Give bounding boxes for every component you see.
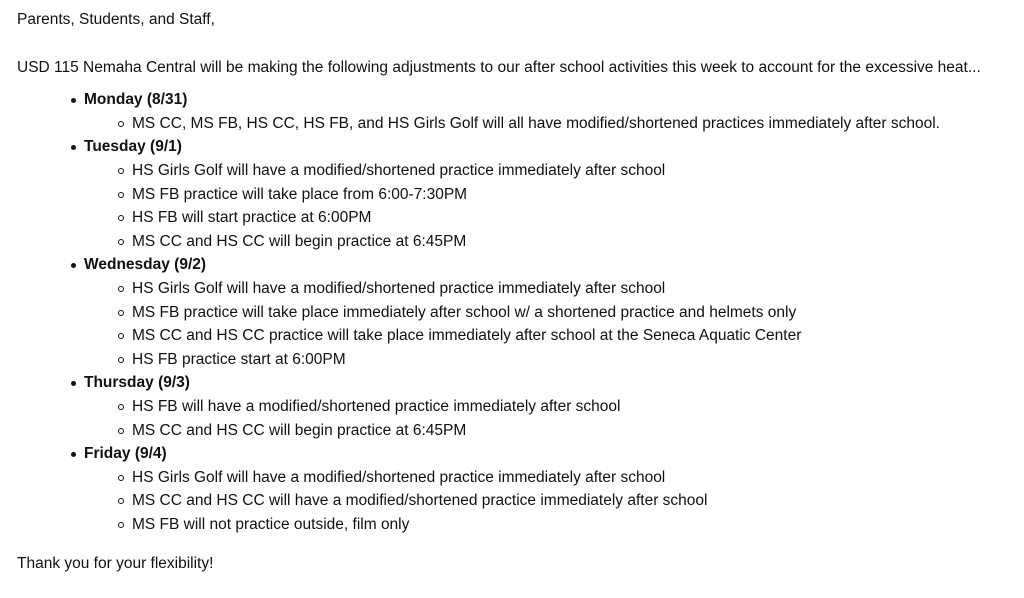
day-entry [17, 88, 1024, 135]
day-title-label: Tuesday (9/1) [84, 138, 182, 156]
schedule-item [17, 183, 1024, 207]
bullet-circle-icon [118, 239, 124, 245]
day-title-label: Thursday (9/3) [84, 374, 190, 392]
day-items-list [17, 466, 1024, 537]
bullet-dot-icon [71, 381, 76, 386]
schedule-list [17, 88, 1024, 536]
day-items-list [17, 159, 1024, 253]
day-items-list [17, 112, 1024, 136]
day-entry [17, 253, 1024, 371]
schedule-item [17, 489, 1024, 513]
day-items-list [17, 395, 1024, 442]
schedule-item [17, 348, 1024, 372]
bullet-dot-icon [71, 145, 76, 150]
schedule-item [17, 277, 1024, 301]
schedule-item-text: HS FB practice start at 6:00PM [132, 350, 346, 368]
bullet-dot-icon [71, 98, 76, 103]
bullet-circle-icon [118, 475, 124, 481]
day-title [17, 442, 1024, 466]
bullet-circle-icon [118, 215, 124, 221]
schedule-item-text: MS CC and HS CC will begin practice at 6:45PM [132, 232, 467, 250]
day-entry [17, 135, 1024, 253]
bullet-circle-icon [118, 121, 124, 127]
bullet-circle-icon [118, 286, 124, 292]
schedule-item-text: MS CC and HS CC will have a modified/shortened practice immediately after school [132, 492, 708, 510]
schedule-item [17, 324, 1024, 348]
day-entry [17, 442, 1024, 536]
schedule-item-text: MS CC and HS CC will begin practice at 6:45PM [132, 421, 467, 439]
schedule-item-text: HS FB will have a modified/shortened practice immediately after school [132, 397, 621, 415]
schedule-item-text: MS FB practice will take place from 6:00-7:30PM [132, 185, 468, 203]
schedule-item-text: MS CC, MS FB, HS CC, HS FB, and HS Girls Golf will all have modified/shortened practices immediately after school. [132, 114, 940, 132]
day-title [17, 253, 1024, 277]
day-items-list [17, 277, 1024, 371]
day-title [17, 88, 1024, 112]
schedule-item [17, 112, 1024, 136]
day-title [17, 371, 1024, 395]
greeting-text: Parents, Students, and Staff, [17, 11, 215, 28]
schedule-item [17, 419, 1024, 443]
bullet-dot-icon [71, 263, 76, 268]
bullet-circle-icon [118, 333, 124, 339]
day-title-label: Wednesday (9/2) [84, 256, 207, 274]
day-title-label: Monday (8/31) [84, 91, 188, 109]
schedule-item-text: MS FB will not practice outside, film only [132, 515, 410, 533]
bullet-circle-icon [118, 192, 124, 198]
schedule-item-text: MS CC and HS CC practice will take place immediately after school at the Seneca Aquatic Center [132, 327, 802, 345]
day-entry [17, 371, 1024, 442]
bullet-circle-icon [118, 498, 124, 504]
bullet-circle-icon [118, 522, 124, 528]
day-title [17, 135, 1024, 159]
schedule-item [17, 513, 1024, 537]
schedule-item [17, 301, 1024, 325]
bullet-circle-icon [118, 168, 124, 174]
bullet-circle-icon [118, 310, 124, 316]
schedule-item-text: HS Girls Golf will have a modified/shortened practice immediately after school [132, 161, 666, 179]
schedule-item-text: MS FB practice will take place immediately after school w/ a shortened practice and helmets only [132, 303, 797, 321]
day-title-label: Friday (9/4) [84, 445, 167, 463]
closing-text: Thank you for your flexibility! [17, 555, 214, 573]
schedule-item-text: HS Girls Golf will have a modified/shortened practice immediately after school [132, 279, 666, 297]
schedule-item [17, 466, 1024, 490]
schedule-item-text: HS Girls Golf will have a modified/shortened practice immediately after school [132, 468, 666, 486]
schedule-item [17, 395, 1024, 419]
bullet-circle-icon [118, 404, 124, 410]
schedule-item-text: HS FB will start practice at 6:00PM [132, 209, 372, 227]
intro-paragraph: USD 115 Nemaha Central will be making the following adjustments to our after school activities this week to account for the excessive heat... [17, 58, 981, 76]
schedule-item [17, 159, 1024, 183]
bullet-circle-icon [118, 357, 124, 363]
bullet-dot-icon [71, 452, 76, 457]
schedule-item [17, 230, 1024, 254]
bullet-circle-icon [118, 428, 124, 434]
schedule-item [17, 206, 1024, 230]
